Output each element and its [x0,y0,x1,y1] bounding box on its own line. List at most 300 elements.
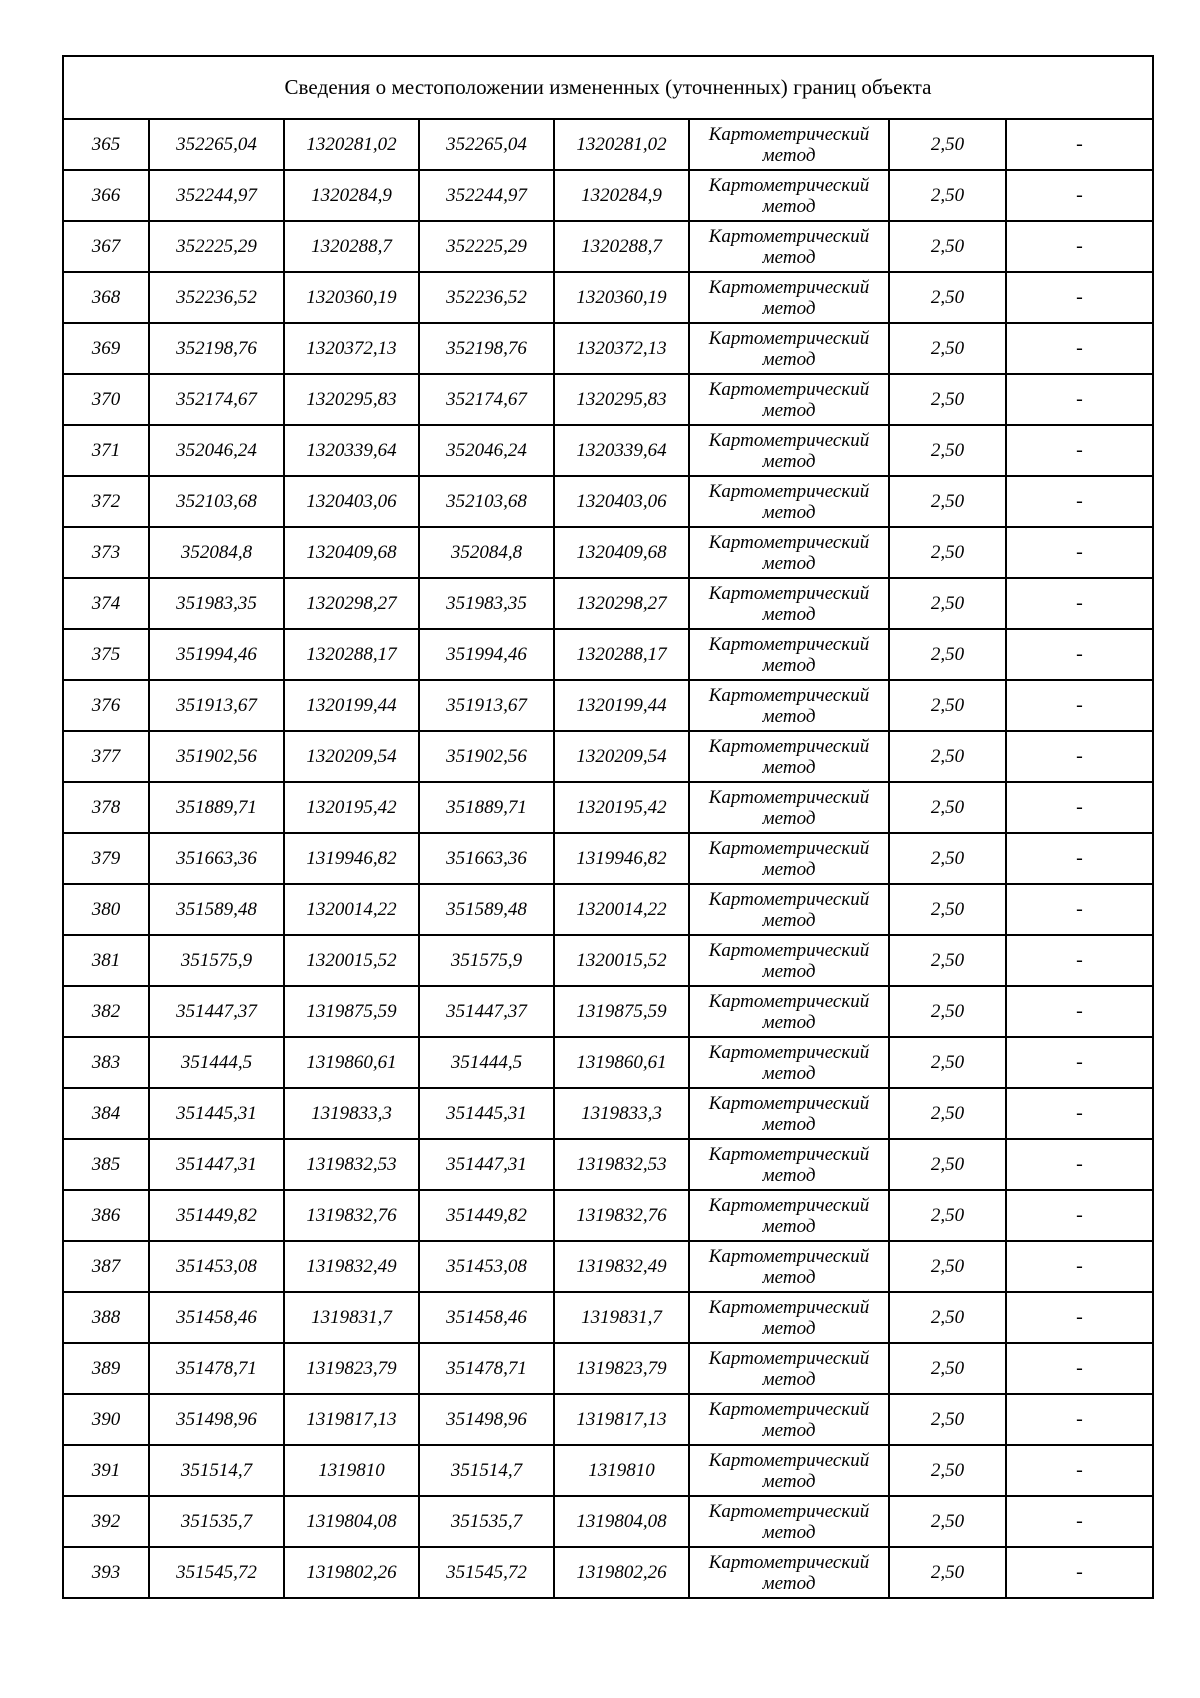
point-number-cell: 368 [63,272,149,323]
existing-x-cell: 351447,37 [149,986,284,1037]
existing-x-cell: 352084,8 [149,527,284,578]
existing-x-cell: 351889,71 [149,782,284,833]
existing-y-cell: 1320015,52 [284,935,419,986]
existing-x-cell: 351449,82 [149,1190,284,1241]
refined-x-cell: 351453,08 [419,1241,554,1292]
refined-x-cell: 352198,76 [419,323,554,374]
refined-y-cell: 1320209,54 [554,731,689,782]
method-line-1: Картометрический [708,1296,870,1318]
method-line-1: Картометрический [708,735,870,757]
method-cell [689,1445,889,1496]
accuracy-cell: 2,50 [889,884,1006,935]
point-number-cell: 384 [63,1088,149,1139]
method-line-2: метод [762,1317,816,1339]
method-line-1: Картометрический [708,684,870,706]
point-number-cell: 375 [63,629,149,680]
method-line-2: метод [762,552,816,574]
method-cell [689,1190,889,1241]
accuracy-cell: 2,50 [889,1496,1006,1547]
point-number-cell: 391 [63,1445,149,1496]
point-number-cell: 385 [63,1139,149,1190]
table-row [63,884,1153,935]
refined-y-cell: 1320339,64 [554,425,689,476]
existing-y-cell: 1320281,02 [284,119,419,170]
existing-y-cell: 1320298,27 [284,578,419,629]
refined-x-cell: 351458,46 [419,1292,554,1343]
method-cell [689,119,889,170]
existing-x-cell: 351902,56 [149,731,284,782]
existing-x-cell: 352198,76 [149,323,284,374]
table-row [63,476,1153,527]
existing-x-cell: 351994,46 [149,629,284,680]
accuracy-cell: 2,50 [889,1241,1006,1292]
note-cell: - [1006,476,1153,527]
method-line-2: метод [762,1572,816,1594]
table-row [63,119,1153,170]
accuracy-cell: 2,50 [889,527,1006,578]
method-line-1: Картометрический [708,1347,870,1369]
method-line-1: Картометрический [708,633,870,655]
table-row [63,1445,1153,1496]
accuracy-cell: 2,50 [889,629,1006,680]
note-cell: - [1006,119,1153,170]
table-row [63,833,1153,884]
refined-y-cell: 1319832,76 [554,1190,689,1241]
point-number-cell: 383 [63,1037,149,1088]
note-cell: - [1006,425,1153,476]
method-cell [689,1139,889,1190]
refined-y-cell: 1319823,79 [554,1343,689,1394]
existing-y-cell: 1319946,82 [284,833,419,884]
existing-x-cell: 352265,04 [149,119,284,170]
note-cell: - [1006,272,1153,323]
existing-y-cell: 1320284,9 [284,170,419,221]
note-cell: - [1006,1241,1153,1292]
existing-y-cell: 1320288,7 [284,221,419,272]
refined-y-cell: 1320195,42 [554,782,689,833]
note-cell: - [1006,374,1153,425]
method-line-1: Картометрический [708,1194,870,1216]
method-cell [689,476,889,527]
accuracy-cell: 2,50 [889,272,1006,323]
method-line-1: Картометрический [708,990,870,1012]
accuracy-cell: 2,50 [889,425,1006,476]
point-number-cell: 388 [63,1292,149,1343]
point-number-cell: 379 [63,833,149,884]
method-cell [689,578,889,629]
table-row [63,986,1153,1037]
method-cell [689,1088,889,1139]
point-number-cell: 393 [63,1547,149,1598]
refined-x-cell: 351498,96 [419,1394,554,1445]
accuracy-cell: 2,50 [889,680,1006,731]
method-line-1: Картометрический [708,837,870,859]
accuracy-cell: 2,50 [889,986,1006,1037]
table-row [63,374,1153,425]
note-cell: - [1006,1343,1153,1394]
table-row [63,1343,1153,1394]
existing-x-cell: 351545,72 [149,1547,284,1598]
accuracy-cell: 2,50 [889,731,1006,782]
method-line-2: метод [762,501,816,523]
point-number-cell: 390 [63,1394,149,1445]
table-row [63,1190,1153,1241]
refined-y-cell: 1319831,7 [554,1292,689,1343]
refined-y-cell: 1320409,68 [554,527,689,578]
existing-y-cell: 1320409,68 [284,527,419,578]
method-line-1: Картометрический [708,888,870,910]
method-cell [689,221,889,272]
method-cell [689,731,889,782]
refined-y-cell: 1320360,19 [554,272,689,323]
method-line-2: метод [762,756,816,778]
refined-y-cell: 1319804,08 [554,1496,689,1547]
existing-x-cell: 352225,29 [149,221,284,272]
existing-y-cell: 1319832,53 [284,1139,419,1190]
existing-x-cell: 351445,31 [149,1088,284,1139]
note-cell: - [1006,1547,1153,1598]
point-number-cell: 365 [63,119,149,170]
existing-x-cell: 351447,31 [149,1139,284,1190]
point-number-cell: 382 [63,986,149,1037]
existing-y-cell: 1320014,22 [284,884,419,935]
method-cell [689,782,889,833]
table-row [63,629,1153,680]
point-number-cell: 376 [63,680,149,731]
method-line-2: метод [762,1470,816,1492]
table-row [63,1088,1153,1139]
method-line-1: Картометрический [708,1398,870,1420]
refined-y-cell: 1320014,22 [554,884,689,935]
existing-y-cell: 1320339,64 [284,425,419,476]
method-line-1: Картометрический [708,429,870,451]
refined-y-cell: 1319810 [554,1445,689,1496]
point-number-cell: 386 [63,1190,149,1241]
refined-x-cell: 351913,67 [419,680,554,731]
table-row [63,527,1153,578]
refined-y-cell: 1319802,26 [554,1547,689,1598]
method-line-2: метод [762,603,816,625]
accuracy-cell: 2,50 [889,935,1006,986]
existing-x-cell: 351663,36 [149,833,284,884]
method-cell [689,374,889,425]
note-cell: - [1006,935,1153,986]
table-row [63,1547,1153,1598]
table-row [63,935,1153,986]
point-number-cell: 389 [63,1343,149,1394]
note-cell: - [1006,323,1153,374]
method-line-2: метод [762,1521,816,1543]
table-row [63,221,1153,272]
accuracy-cell: 2,50 [889,1547,1006,1598]
accuracy-cell: 2,50 [889,782,1006,833]
method-cell [689,629,889,680]
note-cell: - [1006,1445,1153,1496]
refined-x-cell: 351445,31 [419,1088,554,1139]
accuracy-cell: 2,50 [889,1037,1006,1088]
accuracy-cell: 2,50 [889,221,1006,272]
method-line-1: Картометрический [708,327,870,349]
refined-x-cell: 352046,24 [419,425,554,476]
method-line-1: Картометрический [708,225,870,247]
refined-x-cell: 351902,56 [419,731,554,782]
refined-x-cell: 351447,31 [419,1139,554,1190]
existing-y-cell: 1319804,08 [284,1496,419,1547]
accuracy-cell: 2,50 [889,1088,1006,1139]
accuracy-cell: 2,50 [889,578,1006,629]
refined-y-cell: 1320015,52 [554,935,689,986]
existing-y-cell: 1319832,49 [284,1241,419,1292]
method-line-2: метод [762,960,816,982]
method-line-1: Картометрический [708,174,870,196]
existing-x-cell: 352174,67 [149,374,284,425]
existing-y-cell: 1319817,13 [284,1394,419,1445]
existing-x-cell: 351498,96 [149,1394,284,1445]
existing-y-cell: 1319810 [284,1445,419,1496]
existing-x-cell: 351913,67 [149,680,284,731]
point-number-cell: 372 [63,476,149,527]
refined-y-cell: 1320281,02 [554,119,689,170]
refined-y-cell: 1319832,53 [554,1139,689,1190]
existing-x-cell: 352244,97 [149,170,284,221]
existing-y-cell: 1320295,83 [284,374,419,425]
table-title: Сведения о местоположении измененных (уточненных) границ объекта [63,56,1153,119]
note-cell: - [1006,986,1153,1037]
point-number-cell: 392 [63,1496,149,1547]
point-number-cell: 366 [63,170,149,221]
existing-x-cell: 352236,52 [149,272,284,323]
method-line-1: Картометрический [708,582,870,604]
method-cell [689,170,889,221]
refined-x-cell: 352084,8 [419,527,554,578]
refined-y-cell: 1320403,06 [554,476,689,527]
method-cell [689,1547,889,1598]
note-cell: - [1006,731,1153,782]
existing-x-cell: 351575,9 [149,935,284,986]
accuracy-cell: 2,50 [889,1139,1006,1190]
table-row [63,323,1153,374]
method-line-1: Картометрический [708,1551,870,1573]
point-number-cell: 371 [63,425,149,476]
accuracy-cell: 2,50 [889,1445,1006,1496]
method-line-1: Картометрический [708,1449,870,1471]
method-line-1: Картометрический [708,123,870,145]
method-line-2: метод [762,1419,816,1441]
refined-x-cell: 351589,48 [419,884,554,935]
method-line-1: Картометрический [708,1500,870,1522]
existing-y-cell: 1319832,76 [284,1190,419,1241]
refined-x-cell: 351889,71 [419,782,554,833]
note-cell: - [1006,578,1153,629]
point-number-cell: 378 [63,782,149,833]
note-cell: - [1006,170,1153,221]
point-number-cell: 377 [63,731,149,782]
method-cell [689,1241,889,1292]
refined-y-cell: 1319860,61 [554,1037,689,1088]
refined-x-cell: 352236,52 [419,272,554,323]
refined-x-cell: 351478,71 [419,1343,554,1394]
note-cell: - [1006,782,1153,833]
refined-y-cell: 1320298,27 [554,578,689,629]
method-cell [689,425,889,476]
method-cell [689,884,889,935]
accuracy-cell: 2,50 [889,323,1006,374]
refined-y-cell: 1320288,17 [554,629,689,680]
table-row [63,1241,1153,1292]
refined-y-cell: 1320295,83 [554,374,689,425]
existing-y-cell: 1319833,3 [284,1088,419,1139]
existing-y-cell: 1319875,59 [284,986,419,1037]
refined-x-cell: 351575,9 [419,935,554,986]
note-cell: - [1006,1088,1153,1139]
method-line-2: метод [762,1368,816,1390]
point-number-cell: 367 [63,221,149,272]
table-row [63,272,1153,323]
refined-x-cell: 351545,72 [419,1547,554,1598]
method-line-2: метод [762,1011,816,1033]
method-cell [689,527,889,578]
note-cell: - [1006,1037,1153,1088]
method-line-1: Картометрический [708,1245,870,1267]
table-row [63,170,1153,221]
refined-y-cell: 1319833,3 [554,1088,689,1139]
point-number-cell: 370 [63,374,149,425]
existing-y-cell: 1319860,61 [284,1037,419,1088]
table-row [63,680,1153,731]
method-line-2: метод [762,297,816,319]
table-title-row [63,56,1153,119]
method-line-2: метод [762,1215,816,1237]
method-line-2: метод [762,654,816,676]
note-cell: - [1006,884,1153,935]
refined-x-cell: 352265,04 [419,119,554,170]
method-line-2: метод [762,807,816,829]
refined-x-cell: 351663,36 [419,833,554,884]
method-line-1: Картометрический [708,786,870,808]
method-cell [689,1496,889,1547]
point-number-cell: 387 [63,1241,149,1292]
method-cell [689,680,889,731]
method-line-2: метод [762,1113,816,1135]
note-cell: - [1006,680,1153,731]
method-cell [689,833,889,884]
existing-x-cell: 352046,24 [149,425,284,476]
refined-y-cell: 1319875,59 [554,986,689,1037]
existing-x-cell: 351458,46 [149,1292,284,1343]
method-line-1: Картометрический [708,378,870,400]
refined-y-cell: 1320199,44 [554,680,689,731]
method-line-1: Картометрический [708,531,870,553]
refined-x-cell: 352244,97 [419,170,554,221]
accuracy-cell: 2,50 [889,476,1006,527]
table-row [63,1394,1153,1445]
method-cell [689,935,889,986]
existing-y-cell: 1320372,13 [284,323,419,374]
accuracy-cell: 2,50 [889,1343,1006,1394]
accuracy-cell: 2,50 [889,374,1006,425]
existing-x-cell: 351514,7 [149,1445,284,1496]
method-cell [689,1037,889,1088]
refined-x-cell: 351983,35 [419,578,554,629]
point-number-cell: 369 [63,323,149,374]
existing-y-cell: 1320360,19 [284,272,419,323]
method-line-1: Картометрический [708,276,870,298]
method-line-2: метод [762,1266,816,1288]
method-line-2: метод [762,195,816,217]
existing-x-cell: 352103,68 [149,476,284,527]
method-line-2: метод [762,1062,816,1084]
table-row [63,782,1153,833]
table-body [63,56,1153,1598]
existing-y-cell: 1320209,54 [284,731,419,782]
method-cell [689,323,889,374]
refined-y-cell: 1319817,13 [554,1394,689,1445]
refined-y-cell: 1320284,9 [554,170,689,221]
coordinates-table [62,55,1154,1599]
existing-x-cell: 351535,7 [149,1496,284,1547]
refined-x-cell: 351447,37 [419,986,554,1037]
refined-x-cell: 352103,68 [419,476,554,527]
method-line-2: метод [762,348,816,370]
method-line-1: Картометрический [708,480,870,502]
method-line-2: метод [762,858,816,880]
method-line-2: метод [762,705,816,727]
accuracy-cell: 2,50 [889,1394,1006,1445]
refined-x-cell: 352174,67 [419,374,554,425]
refined-x-cell: 352225,29 [419,221,554,272]
note-cell: - [1006,629,1153,680]
existing-y-cell: 1319823,79 [284,1343,419,1394]
table-row [63,425,1153,476]
existing-y-cell: 1320403,06 [284,476,419,527]
method-line-2: метод [762,399,816,421]
method-cell [689,1292,889,1343]
note-cell: - [1006,221,1153,272]
method-cell [689,1343,889,1394]
existing-y-cell: 1320288,17 [284,629,419,680]
method-cell [689,986,889,1037]
existing-y-cell: 1320199,44 [284,680,419,731]
existing-x-cell: 351983,35 [149,578,284,629]
point-number-cell: 374 [63,578,149,629]
table-row [63,1496,1153,1547]
refined-x-cell: 351514,7 [419,1445,554,1496]
refined-x-cell: 351535,7 [419,1496,554,1547]
method-line-2: метод [762,909,816,931]
note-cell: - [1006,1190,1153,1241]
note-cell: - [1006,1496,1153,1547]
note-cell: - [1006,1292,1153,1343]
existing-x-cell: 351444,5 [149,1037,284,1088]
table-row [63,578,1153,629]
refined-y-cell: 1320288,7 [554,221,689,272]
refined-y-cell: 1320372,13 [554,323,689,374]
refined-y-cell: 1319946,82 [554,833,689,884]
method-line-1: Картометрический [708,1041,870,1063]
accuracy-cell: 2,50 [889,119,1006,170]
existing-x-cell: 351589,48 [149,884,284,935]
accuracy-cell: 2,50 [889,833,1006,884]
existing-y-cell: 1319802,26 [284,1547,419,1598]
existing-y-cell: 1320195,42 [284,782,419,833]
refined-y-cell: 1319832,49 [554,1241,689,1292]
method-line-1: Картометрический [708,939,870,961]
table-row [63,731,1153,782]
method-line-1: Картометрический [708,1143,870,1165]
table-row [63,1037,1153,1088]
method-line-2: метод [762,450,816,472]
point-number-cell: 381 [63,935,149,986]
